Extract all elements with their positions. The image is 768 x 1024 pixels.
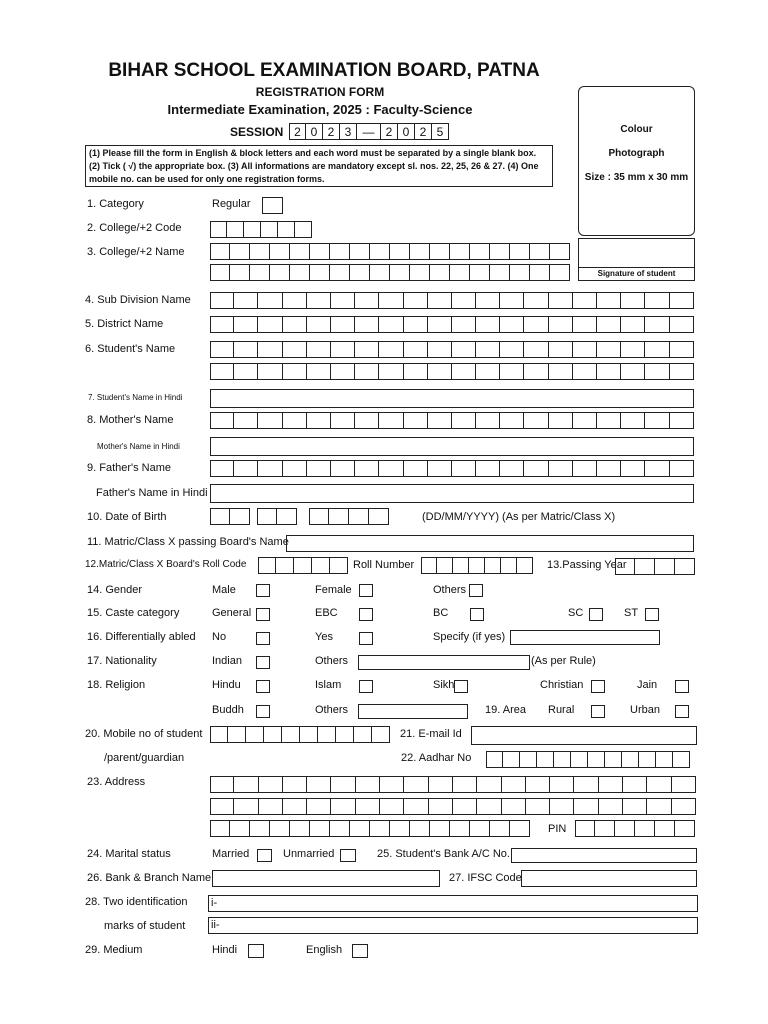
student-name-label: 6. Student's Name — [85, 343, 176, 355]
ebc-label: EBC — [315, 607, 338, 619]
bc-checkbox[interactable] — [470, 608, 484, 621]
pin-label: PIN — [548, 823, 567, 835]
female-checkbox[interactable] — [359, 584, 373, 597]
female-label: Female — [315, 584, 352, 596]
male-checkbox[interactable] — [256, 584, 270, 597]
english-medium-checkbox[interactable] — [352, 944, 368, 958]
address-boxes-1[interactable] — [210, 776, 696, 793]
roll-number-boxes[interactable] — [421, 557, 533, 574]
college-code-label: 2. College/+2 Code — [87, 222, 182, 234]
dob-label: 10. Date of Birth — [87, 511, 167, 523]
specify-label: Specify (if yes) — [433, 631, 506, 643]
christian-checkbox[interactable] — [591, 680, 605, 693]
dob-day[interactable] — [210, 508, 250, 525]
married-checkbox[interactable] — [257, 849, 272, 862]
dob-year[interactable] — [309, 508, 389, 525]
marital-label: 24. Marital status — [87, 848, 171, 860]
st-checkbox[interactable] — [645, 608, 659, 621]
no-checkbox[interactable] — [256, 632, 270, 645]
diff-abled-label: 16. Differentially abled — [87, 631, 196, 643]
ebc-checkbox[interactable] — [359, 608, 373, 621]
buddh-checkbox[interactable] — [256, 705, 270, 718]
caste-label: 15. Caste category — [87, 607, 180, 619]
session-digit: 5 — [432, 123, 449, 140]
ident-label-2: marks of student — [104, 920, 186, 932]
pin-boxes[interactable] — [575, 820, 695, 837]
session-digit: 2 — [381, 123, 398, 140]
bank-branch-field[interactable] — [212, 870, 440, 887]
mobile-boxes[interactable] — [210, 726, 390, 745]
islam-label: Islam — [315, 679, 342, 691]
photo-box[interactable] — [578, 86, 695, 236]
session-label: SESSION — [230, 125, 284, 139]
general-label: General — [212, 607, 252, 619]
aadhar-label: 22. Aadhar No — [401, 752, 472, 764]
general-checkbox[interactable] — [256, 608, 270, 621]
ifsc-label: 27. IFSC Code — [449, 872, 522, 884]
st-label: ST — [624, 607, 639, 619]
bank-ac-label: 25. Student's Bank A/C No. — [377, 848, 510, 860]
hindi-medium-checkbox[interactable] — [248, 944, 264, 958]
board-title: BIHAR SCHOOL EXAMINATION BOARD, PATNA — [108, 60, 540, 81]
mother-name-label: 8. Mother's Name — [87, 414, 174, 426]
mother-name-boxes[interactable] — [210, 412, 694, 429]
unmarried-label: Unmarried — [283, 848, 335, 860]
gender-label: 14. Gender — [87, 584, 143, 596]
ifsc-field[interactable] — [521, 870, 697, 887]
session-digit: 2 — [415, 123, 432, 140]
photo-line1: Colour — [620, 124, 653, 135]
ident-label: 28. Two identification — [85, 896, 188, 908]
rel-others-label: Others — [315, 704, 349, 716]
session-boxes — [289, 123, 449, 140]
father-name-label: 9. Father's Name — [87, 462, 172, 474]
jain-checkbox[interactable] — [675, 680, 689, 693]
passing-year-boxes[interactable] — [615, 558, 695, 575]
matric-board-field[interactable] — [286, 535, 694, 552]
student-name-hindi-field[interactable] — [210, 389, 694, 408]
roll-code-boxes[interactable] — [258, 557, 348, 574]
urban-checkbox[interactable] — [675, 705, 689, 718]
email-label: 21. E-mail Id — [400, 728, 462, 740]
signature-label: Signature of student — [579, 267, 694, 280]
photo-line3: Size : 35 mm x 30 mm — [584, 172, 689, 183]
roll-code-text: 12.Matric/Class X Board's Roll Code — [85, 559, 247, 570]
session-digit: 0 — [398, 123, 415, 140]
bc-label: BC — [433, 607, 449, 619]
photo-line2: Photograph — [608, 148, 665, 159]
mother-name-hindi-field[interactable] — [210, 437, 694, 456]
sc-label: SC — [568, 607, 584, 619]
dob-note: (DD/MM/YYYY) (As per Matric/Class X) — [422, 511, 616, 523]
islam-checkbox[interactable] — [359, 680, 373, 693]
others-gender-label: Others — [433, 584, 467, 596]
session-digit: 2 — [323, 123, 340, 140]
mother-name-hindi-label: Mother's Name in Hindi — [97, 442, 180, 451]
exam-title: Intermediate Examination, 2025 : Faculty-Science — [167, 102, 473, 117]
as-per-rule-label: (As per Rule) — [531, 655, 596, 667]
medium-label: 29. Medium — [85, 944, 143, 956]
address-label: 23. Address — [87, 776, 146, 788]
bank-branch-label: 26. Bank & Branch Name — [87, 872, 212, 884]
english-medium-label: English — [306, 944, 343, 956]
bank-ac-field[interactable] — [511, 848, 697, 863]
student-name-boxes-1[interactable] — [210, 341, 694, 358]
category-label: 1. Category — [87, 198, 144, 210]
dob-month[interactable] — [257, 508, 297, 525]
session-digit: 2 — [289, 123, 306, 140]
district-boxes[interactable] — [210, 316, 694, 333]
rural-label: Rural — [548, 704, 575, 716]
yes-checkbox[interactable] — [359, 632, 373, 645]
indian-label: Indian — [212, 655, 242, 667]
aadhar-boxes[interactable] — [486, 751, 690, 768]
address-boxes-2[interactable] — [210, 798, 696, 815]
nat-others-label: Others — [315, 655, 349, 667]
instructions-box: (1) Please fill the form in English & block letters and each word must be separated by a single blank box. (2) Tick ( √) the appropriate box. (3) All informations are mandatory except sl. nos. 22, 25, 26 & 27. (4) One mobile no. can be used for only one registration forms. — [85, 145, 553, 187]
roll-number-label: Roll Number — [353, 559, 415, 571]
no-label: No — [212, 631, 227, 643]
email-field[interactable] — [471, 726, 697, 745]
specify-field[interactable] — [510, 630, 660, 645]
father-name-hindi-label: Father's Name in Hindi — [96, 487, 208, 499]
male-label: Male — [212, 584, 236, 596]
student-name-hindi-label: 7. Student's Name in Hindi — [88, 393, 183, 402]
yes-label: Yes — [315, 631, 333, 643]
form-title: REGISTRATION FORM — [255, 85, 385, 99]
roll-code-label — [85, 558, 246, 572]
area-label: 19. Area — [485, 704, 526, 716]
regular-checkbox[interactable] — [262, 197, 283, 214]
sc-checkbox[interactable] — [589, 608, 603, 621]
session-digit: 3 — [340, 123, 357, 140]
ident-field-2[interactable]: ii- — [208, 917, 698, 934]
unmarried-checkbox[interactable] — [340, 849, 356, 862]
session-digit: 0 — [306, 123, 323, 140]
signature-box[interactable] — [578, 238, 695, 281]
religion-label: 18. Religion — [87, 679, 146, 691]
mobile-label-2: /parent/guardian — [104, 752, 185, 764]
father-name-hindi-field[interactable] — [210, 484, 694, 503]
subdivision-label: 4. Sub Division Name — [85, 294, 191, 306]
buddh-label: Buddh — [212, 704, 244, 716]
rural-checkbox[interactable] — [591, 705, 605, 718]
hindu-label: Hindu — [212, 679, 241, 691]
session-digit: — — [357, 123, 381, 140]
sikh-checkbox[interactable] — [454, 680, 468, 693]
college-code-boxes[interactable] — [210, 221, 312, 238]
college-name-boxes-1[interactable] — [210, 243, 570, 260]
nationality-label: 17. Nationality — [87, 655, 157, 667]
college-name-boxes-2[interactable] — [210, 264, 570, 281]
hindi-medium-label: Hindi — [212, 944, 238, 956]
mobile-label: 20. Mobile no of student — [85, 728, 203, 740]
married-label: Married — [212, 848, 250, 860]
sikh-label: Sikh — [433, 679, 455, 691]
passing-year-text: 13.Passing Year — [547, 559, 627, 571]
father-name-boxes[interactable] — [210, 460, 694, 477]
ident-field-1[interactable]: i- — [208, 895, 698, 912]
subdivision-boxes[interactable] — [210, 292, 694, 309]
christian-label: Christian — [540, 679, 584, 691]
student-name-boxes-2[interactable] — [210, 363, 694, 380]
jain-label: Jain — [637, 679, 658, 691]
urban-label: Urban — [630, 704, 660, 716]
address-boxes-3[interactable] — [210, 820, 530, 837]
hindu-checkbox[interactable] — [256, 680, 270, 693]
regular-label: Regular — [212, 198, 251, 210]
nat-others-field[interactable] — [358, 655, 530, 670]
matric-board-label: 11. Matric/Class X passing Board's Name — [87, 536, 289, 548]
rel-others-field[interactable] — [358, 704, 468, 719]
district-label: 5. District Name — [85, 318, 164, 330]
others-gender-checkbox[interactable] — [469, 584, 483, 597]
indian-checkbox[interactable] — [256, 656, 270, 669]
college-name-label: 3. College/+2 Name — [87, 246, 185, 258]
